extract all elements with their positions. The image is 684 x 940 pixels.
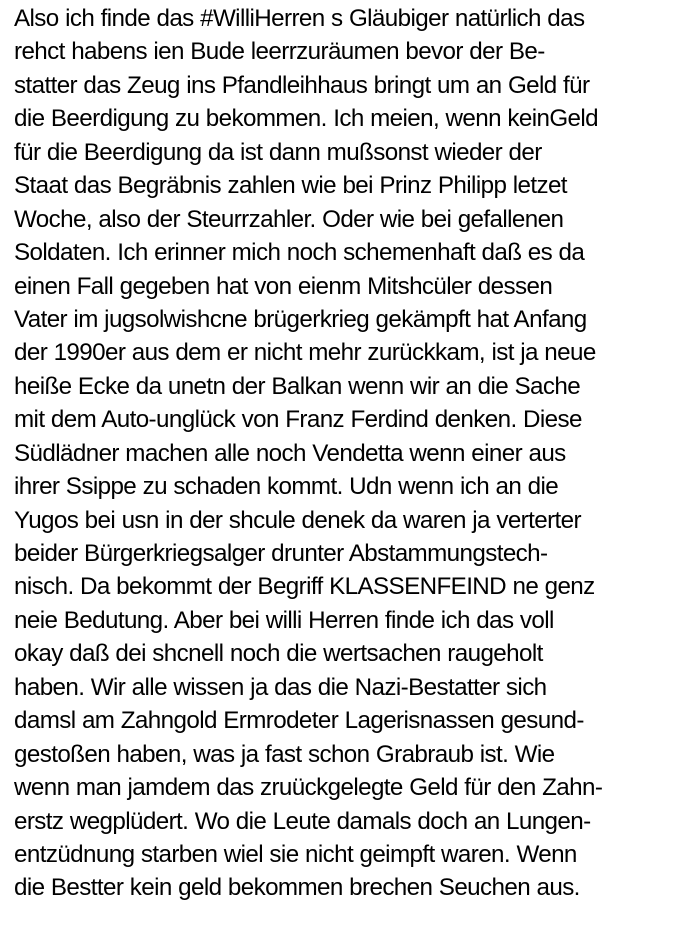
text-line: Vater im jugsolwishcne brügerkrieg gekämpft hat Anfang xyxy=(14,305,587,333)
text-line: Staat das Begräbnis zahlen wie bei Prinz Philipp letzet xyxy=(14,172,567,200)
text-line: neie Bedutung. Aber bei willi Herren finde ich das voll xyxy=(14,606,554,634)
text-line: für die Beerdigung da ist dann mußsonst wieder der xyxy=(14,138,542,166)
text-line: wenn man jamdem das zruückgelegte Geld für den Zahn- xyxy=(14,774,603,802)
text-line: die Bestter kein geld bekommen brechen Seuchen aus. xyxy=(14,874,580,902)
body-text xyxy=(14,2,680,905)
text-line: Yugos bei usn in der shcule denek da waren ja verterter xyxy=(14,506,581,534)
text-line: ihrer Ssippe zu schaden kommt. Udn wenn ich an die xyxy=(14,473,559,501)
text-line: einen Fall gegeben hat von eienm Mitshcüler dessen xyxy=(14,272,553,300)
text-line: okay daß dei shcnell noch die wertsachen raugeholt xyxy=(14,640,543,668)
text-line: Südlädner machen alle noch Vendetta wenn einer aus xyxy=(14,439,566,467)
text-line: erstz wegplüdert. Wo die Leute damals doch an Lungen- xyxy=(14,807,591,835)
text-line: Woche, also der Steurrzahler. Oder wie bei gefallenen xyxy=(14,205,564,233)
text-line: beider Bürgerkriegsalger drunter Abstammungstech- xyxy=(14,540,548,567)
text-line: gestoßen haben, was ja fast schon Grabraub ist. Wie xyxy=(14,740,555,768)
text-line: Soldaten. Ich erinner mich noch schemenhaft daß es da xyxy=(14,239,585,267)
text-line: nisch. Da bekommt der Begriff KLASSENFEIND ne genz xyxy=(14,573,595,601)
text-line: der 1990er aus dem er nicht mehr zurückkam, ist ja neue xyxy=(14,339,596,367)
text-line: die Beerdigung zu bekommen. Ich meien, wenn keinGeld xyxy=(14,105,599,133)
text-line: mit dem Auto-unglück von Franz Ferdind denken. Diese xyxy=(14,406,582,434)
text-line: damsl am Zahngold Ermrodeter Lagerisnassen gesund- xyxy=(14,707,584,735)
text-line: Also ich finde das #WilliHerren s Gläubiger natürlich das xyxy=(14,5,585,32)
text-line: heiße Ecke da unetn der Balkan wenn wir an die Sache xyxy=(14,372,581,400)
text-line: entzüdnung starben wiel sie nicht geimpft waren. Wenn xyxy=(14,840,577,868)
text-line: haben. Wir alle wissen ja das die Nazi-Bestatter sich xyxy=(14,673,547,701)
text-line: rehct habens ien Bude leerrzuräumen bevor der Be- xyxy=(14,38,545,66)
text-line: statter das Zeug ins Pfandleihhaus bringt um an Geld für xyxy=(14,71,590,99)
